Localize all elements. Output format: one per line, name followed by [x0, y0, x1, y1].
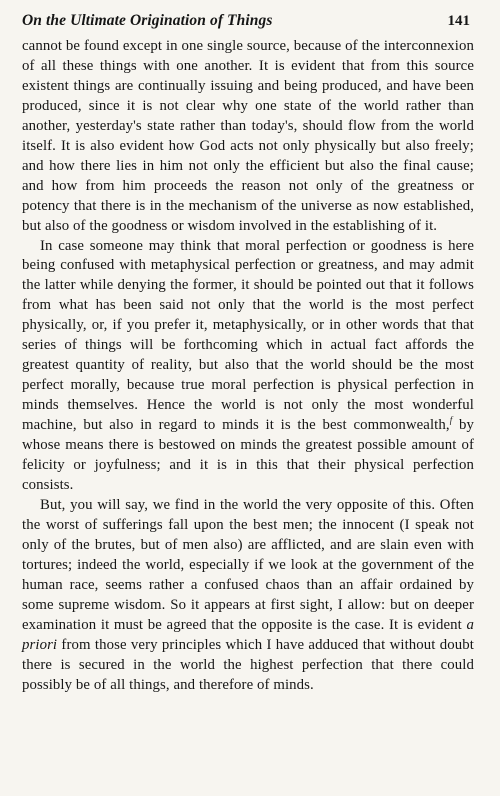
- running-title: On the Ultimate Origination of Things: [22, 12, 273, 29]
- paragraph-2-text-before-footnote: In case someone may think that moral perfection or goodness is here being confused with metaphysical perfection or greatness, and may admit the latter while denying the former, it should be pointed out that it follows from what has been said not only that the world is the most perfect physically, or, if you prefer it, metaphysically, or in other words that that series of things will be forthcoming which in actual fact affords the greatest quantity of reality, but also that the world should be the most perfect morally, because true moral perfection is physical perfection in minds themselves. Hence the world is not only the most wonderful machine, but also in regard to minds it is the best commonwealth,: [22, 237, 474, 434]
- paragraph-3-text-after-italic: from those very principles which I have adduced that without doubt there is secured in the world the highest perfection that there could possibly be of all things, and therefore of minds.: [22, 636, 474, 693]
- paragraph-1: cannot be found except in one single source, because of the interconnexion of all these things with one another. It is evident that from this source existent things are continually issuing and being produced, and have been produced, since it is not clear why one state of the world rather than another, yesterday's state rather than today's, should flow from the world itself. It is also evident how God acts not only physically but also freely; and how there lies in him not only the efficient but also the final cause; and how from him proceeds the reason not only of the greatness or potency that there is in the mechanism of the universe as now established, but also of the goodness or wisdom involved in the establishing of it.: [22, 38, 474, 234]
- paragraph-3: [22, 496, 474, 696]
- paragraph-2: [22, 237, 474, 496]
- body-text: [22, 37, 474, 695]
- running-head: [22, 12, 474, 36]
- footnote-mark: f: [449, 415, 453, 426]
- paragraph-2-text-after-footnote: by whose means there is bestowed on minds the greatest possible amount of felicity or joyfulness; and it is in this that their physical perfection consists.: [22, 417, 475, 493]
- italic-phrase-a-priori: a priori: [22, 616, 474, 653]
- paragraph-3-text-before-italic: But, you will say, we find in the world the very opposite of this. Often the worst of sufferings fall upon the best men; the innocent (I speak not only of the brutes, but of men also) are afflicted, and are slain even with tortures; indeed the world, especially if we look at the government of the human race, seems rather a confused chaos than an affair ordained by some supreme wisdom. So it appears at first sight, I allow: but on deeper examination it must be agreed that the opposite is the case. It is evident: [22, 496, 474, 633]
- page-number: 141: [447, 13, 470, 29]
